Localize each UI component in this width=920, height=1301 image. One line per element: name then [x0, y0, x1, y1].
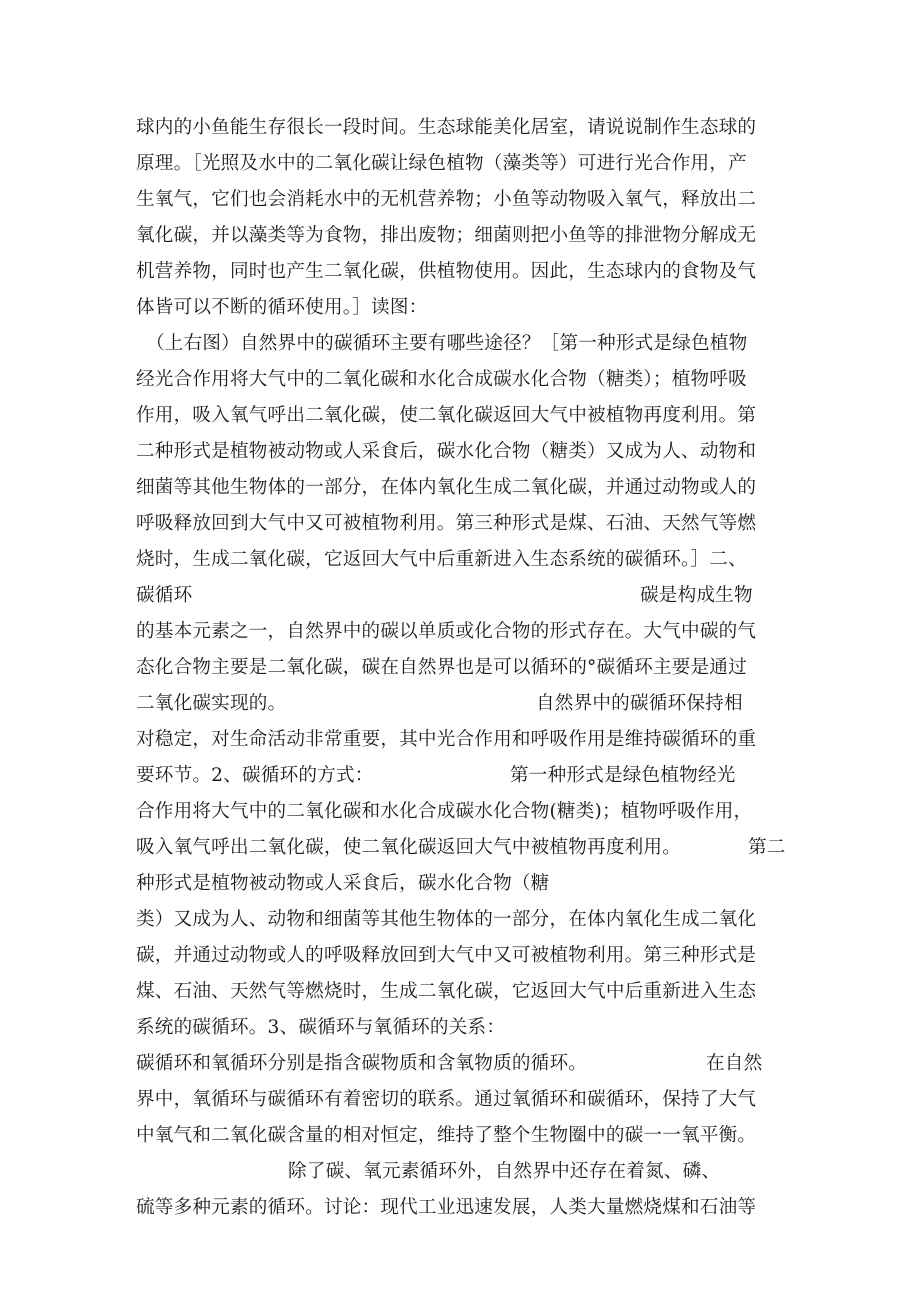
text-line: 碳，并通过动物或人的呼吸释放回到大气中又可被植物利用。第三种形式是: [136, 945, 757, 966]
text-line: 第二: [748, 837, 786, 858]
text-line: 中氧气和二氧化碳含量的相对恒定，维持了整个生物圈中的碳一一氧平衡。: [136, 1125, 757, 1146]
text-line: 的基本元素之一，自然界中的碳以单质或化合物的形式存在。大气中碳的气: [136, 621, 757, 642]
text-line: 合作用将大气中的二氧化碳和水化合成碳水化合物(糖类)；植物呼吸作用，: [136, 801, 753, 822]
text-line: 第一种形式是绿色植物经光: [510, 765, 736, 786]
text-line: 呼吸释放回到大气中又可被植物利用。第三种形式是煤、石油、天然气等燃: [136, 513, 757, 534]
text-line: 碳循环和氧循环分别是指含碳物质和含氧物质的循环。: [136, 1053, 588, 1074]
text-line: 吸入氧气呼出二氧化碳，使二氧化碳返回大气中被植物再度利用。: [136, 837, 682, 858]
text-line: 硫等多种元素的循环。讨论：现代工业迅速发展，人类大量燃烧煤和石油等: [136, 1197, 757, 1218]
text-line: 体皆可以不断的循环使用。］读图：: [136, 297, 428, 318]
text-line: 原理。［光照及水中的二氧化碳让绿色植物（藻类等）可进行光合作用，产: [136, 153, 747, 174]
text-line: 煤、石油、天然气等燃烧时，生成二氧化碳，它返回大气中后重新进入生态: [136, 981, 757, 1002]
text-line: 种形式是植物被动物或人采食后，碳水化合物（糖: [136, 873, 550, 894]
text-line: 要环节。2、碳循环的方式：: [136, 765, 374, 786]
text-line: 自然界中的碳循环保持相: [536, 693, 743, 714]
text-line: 在自然: [706, 1053, 763, 1074]
text-line: 系统的碳循环。3、碳循环与氧循环的关系：: [136, 1017, 506, 1038]
text-line: 态化合物主要是二氧化碳，碳在自然界也是可以循环的°碳循环主要是通过: [136, 657, 747, 678]
text-line: 氧化碳，并以藻类等为食物，排出废物；细菌则把小鱼等的排泄物分解成无: [136, 225, 757, 246]
text-line: （上右图）自然界中的碳循环主要有哪些途径？［第一种形式是绿色植物: [146, 333, 748, 354]
text-line: 界中，氧循环与碳循环有着密切的联系。通过氧循环和碳循环，保持了大气: [136, 1089, 757, 1110]
text-line: 经光合作用将大气中的二氧化碳和水化合成碳水化合物（糖类）；植物呼吸: [136, 369, 747, 390]
text-line: 二氧化碳实现的。: [136, 693, 287, 714]
text-line: 对稳定，对生命活动非常重要，其中光合作用和呼吸作用是维持碳循环的重: [136, 729, 757, 750]
text-line: 作用，吸入氧气呼出二氧化碳，使二氧化碳返回大气中被植物再度利用。第: [136, 405, 757, 426]
text-line: 烧时，生成二氧化碳，它返回大气中后重新进入生态系统的碳循环。］二、: [136, 549, 747, 570]
text-line: 生氧气，它们也会消耗水中的无机营养物；小鱼等动物吸入氧气，释放出二: [136, 189, 757, 210]
section-heading: 碳循环: [136, 585, 193, 606]
text-line: 碳是构成生物: [640, 585, 753, 606]
text-line: 球内的小鱼能生存很长一段时间。生态球能美化居室，请说说制作生态球的: [136, 117, 757, 138]
text-line: 细菌等其他生物体的一部分，在体内氧化生成二氧化碳，并通过动物或人的: [136, 477, 757, 498]
text-line: 除了碳、氧元素循环外，自然界中还存在着氮、磷、: [288, 1161, 721, 1182]
text-line: 二种形式是植物被动物或人采食后，碳水化合物（糖类）又成为人、动物和: [136, 441, 757, 462]
text-line: 机营养物，同时也产生二氧化碳，供植物使用。因此，生态球内的食物及气: [136, 261, 757, 282]
text-line: 类）又成为人、动物和细菌等其他生物体的一部分，在体内氧化生成二氧化: [136, 909, 757, 930]
